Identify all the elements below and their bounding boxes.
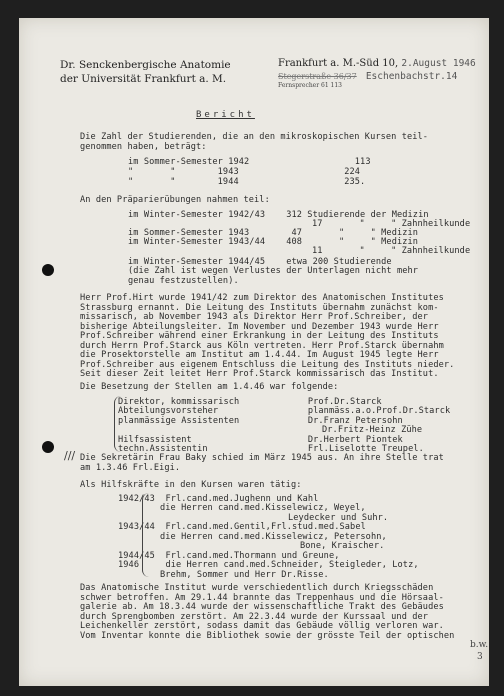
- text-line: am 1.3.46 Frl.Eigi.: [80, 463, 181, 473]
- letterhead-street: [278, 71, 457, 82]
- text-line: schwer betroffen. Am 29.1.44 brannte das Treppenhaus und die Hörsaal-: [80, 593, 444, 603]
- punch-hole-bottom: [42, 441, 54, 453]
- text-line: " " 1943 224: [128, 167, 361, 177]
- text-line: 17 " " Zahnheilkunde: [312, 219, 471, 229]
- text-line: techn.Assistentin Frl.Liselotte Treupel.: [118, 444, 424, 454]
- text-line: bisherige Abteilungsleiter. Im November und Dezember 1943 wurde Herr: [80, 322, 439, 332]
- text-line: Die Besetzung der Stellen am 1.4.46 war folgende:: [80, 382, 339, 392]
- text-line: Abteilungsvorsteher planmäss.a.o.Prof.Dr.Starck: [118, 406, 451, 416]
- org-line-2: der Universität Frankfurt a. M.: [60, 73, 227, 85]
- text-line: galerie ab. Am 18.3.44 wurde der wissenschaftliche Trakt des Gebäudes: [80, 602, 444, 612]
- text-line: missarisch, ab November 1943 als Direktor Herr Prof.Schreiber, der: [80, 312, 429, 322]
- text-line: 1946 die Herren cand.med.Schneider, Steigleder, Lotz,: [118, 560, 419, 570]
- page-number: 3: [477, 652, 483, 662]
- text-line: die Herren cand.med.Kisselewicz, Weyel,: [160, 503, 366, 513]
- text-line: Dr.Fritz-Heinz Zühe: [322, 425, 423, 435]
- text-line: Seit dieser Zeit leitet Herr Prof.Starck kommissarisch das Institut.: [80, 369, 439, 379]
- text-line: Herr Prof.Hirt wurde 1941/42 zum Direktor des Anatomischen Institutes: [80, 293, 444, 303]
- text-line: im Winter-Semester 1944/45 etwa 200 Studierende: [128, 257, 392, 267]
- text-line: die Prosektorstelle am Institut am 1.4.44. Im August 1945 legte Herr: [80, 350, 439, 360]
- new-street: Eschenbachstr.14: [365, 71, 458, 82]
- text-line: Prof.Schreiber während einer Erkrankung in der Leitung des Instituts: [80, 331, 439, 341]
- text-line: Das Anatomische Institut wurde verschiedentlich durch Kriegsschäden: [80, 583, 434, 593]
- text-line: (die Zahl ist wegen Verlustes der Unterlagen nicht mehr: [128, 266, 419, 276]
- text-line: genommen haben, beträgt:: [80, 142, 207, 152]
- text-line: " " 1944 235.: [128, 177, 366, 187]
- text-line: im Sommer-Semester 1943 47 " " Medizin: [128, 228, 419, 238]
- text-line: Strassburg ernannt. Die Leitung des Instituts übernahm zunächst kom-: [80, 303, 439, 313]
- letterhead-city-date: [278, 58, 476, 69]
- text-line: Leydecker und Suhr.: [288, 513, 389, 523]
- letterhead-phone: Fernsprecher 61 113: [278, 82, 343, 89]
- text-line: durch Herrn Prof.Starck aus Köln vertreten. Herr Prof.Starck übernahm: [80, 341, 444, 351]
- text-line: 11 " " Zahnheilkunde: [312, 246, 471, 256]
- text-line: 1943/44 Frl.cand.med.Gentil,Frl.stud.med.Sabel: [118, 522, 366, 532]
- text-line: Die Zahl der Studierenden, die an den mikroskopischen Kursen teil-: [80, 132, 429, 142]
- date: 2.August 1946: [401, 58, 476, 69]
- text-line: genau festzustellen).: [128, 276, 239, 286]
- text-line: planmässige Assistenten Dr.Franz Petersohn: [118, 416, 403, 426]
- text-line: die Herren cand.med.Kisselewicz, Petersohn,: [160, 532, 387, 542]
- text-line: An den Präparierübungen nahmen teil:: [80, 195, 270, 205]
- text-line: Leichenkeller zerstört, sodass damit das Gebäude völlig verloren war.: [80, 621, 444, 631]
- org-line-1: Dr. Senckenbergische Anatomie: [60, 59, 231, 71]
- text-line: Bone, Kraischer.: [300, 541, 385, 551]
- punch-hole-top: [42, 264, 54, 276]
- text-line: durch Sprengbomben zerstört. Am 22.3.44 wurde der Kurssaal und der: [80, 612, 429, 622]
- text-line: Direktor, kommissarisch Prof.Dr.Starck: [118, 397, 382, 407]
- text-line: im Winter-Semester 1943/44 408 " " Medizin: [128, 237, 419, 247]
- text-line: Prof.Schreiber aus eigenem Entschluss die Leitung des Instituts nieder.: [80, 360, 455, 370]
- page-initials: b.w.: [470, 640, 489, 650]
- handwritten-mark: ///: [64, 449, 76, 462]
- city: Frankfurt a. M.-Süd 10,: [278, 58, 399, 69]
- staff-brace: [114, 396, 121, 452]
- text-line: Die Sekretärin Frau Baky schied im März 1945 aus. An ihre Stelle trat: [80, 453, 444, 463]
- text-line: Hilfsassistent Dr.Herbert Piontek: [118, 435, 403, 445]
- text-line: 1944/45 Frl.cand.med.Thormann und Greune,: [118, 551, 340, 561]
- report-title: Bericht: [196, 110, 255, 120]
- helpers-brace: [142, 493, 149, 577]
- old-street: Stegerstraße 36/37: [278, 72, 357, 81]
- letterhead-organization: [60, 58, 231, 86]
- text-line: 1942/43 Frl.cand.med.Jughenn und Kahl: [118, 494, 319, 504]
- text-line: Vom Inventar konnte die Bibliothek sowie der grösste Teil der optischen: [80, 631, 455, 641]
- text-line: Als Hilfskräfte in den Kursen waren tätig:: [80, 480, 302, 490]
- text-line: im Winter-Semester 1942/43 312 Studierende der Medizin: [128, 210, 429, 220]
- text-line: im Sommer-Semester 1942 113: [128, 157, 371, 167]
- text-line: Brehm, Sommer und Herr Dr.Risse.: [160, 570, 329, 580]
